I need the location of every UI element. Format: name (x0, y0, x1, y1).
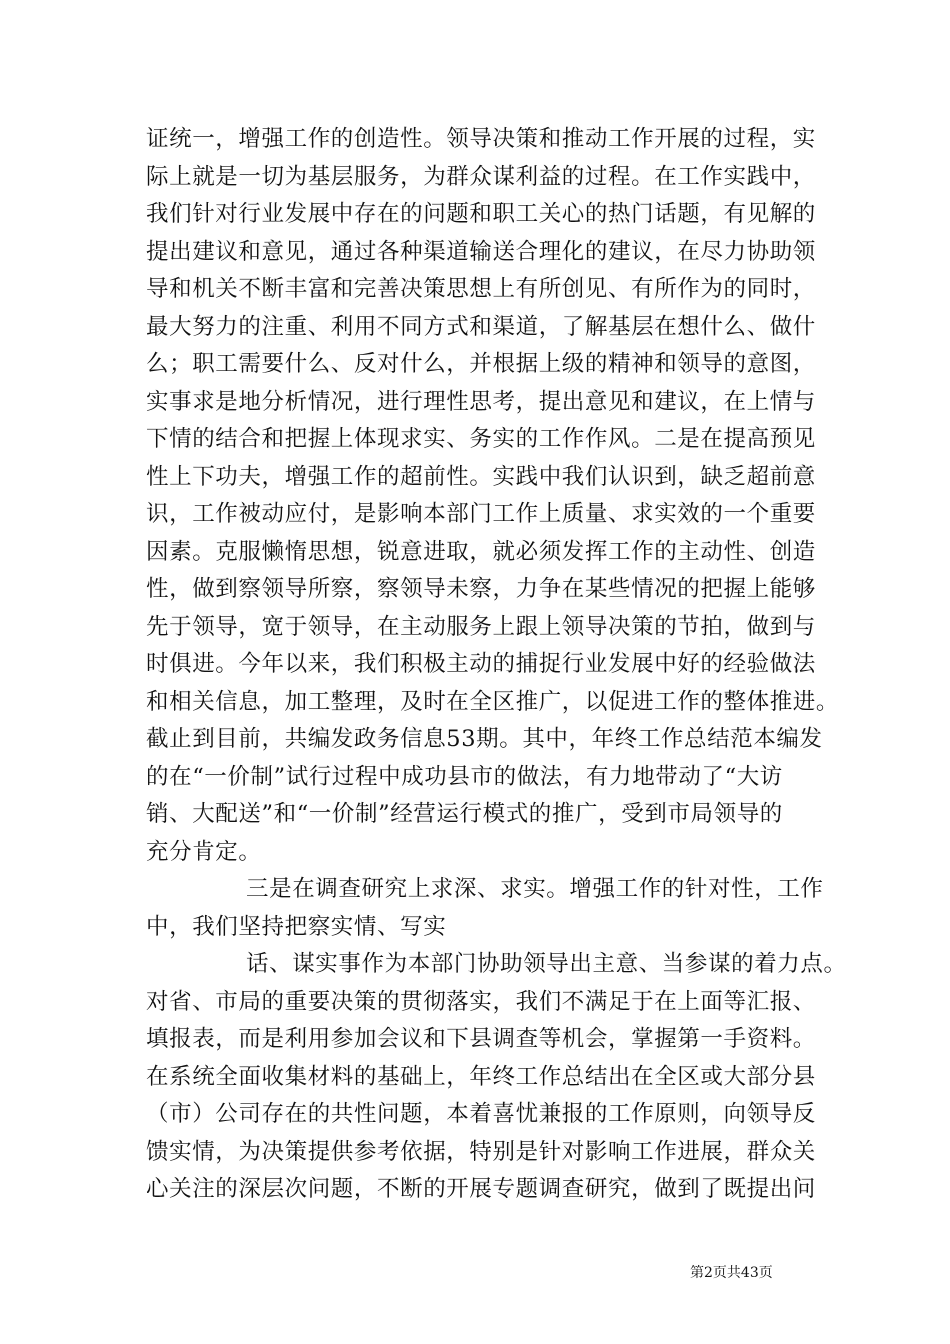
paragraph-start-line: 三是在调查研究上求深、求实。增强工作的针对性，工作 (246, 876, 824, 902)
text-line: 先于领导，宽于领导，在主动服务上跟上领导决策的节拍，做到与 (146, 614, 816, 640)
text-line: 实事求是地分析情况，进行理性思考，提出意见和建议，在上情与 (146, 389, 816, 415)
text-line: 在系统全面收集材料的基础上，年终工作总结出在全区或大部分县 (146, 1064, 816, 1090)
text-line: 际上就是一切为基层服务，为群众谋利益的过程。在工作实践中， (146, 164, 816, 190)
text-line: 证统一，增强工作的创造性。领导决策和推动工作开展的过程，实 (146, 126, 816, 152)
text-line: 下情的结合和把握上体现求实、务实的工作作风。二是在提高预见 (146, 426, 816, 452)
text-line: 填报表，而是利用参加会议和下县调查等机会，掌握第一手资料。 (146, 1026, 816, 1052)
text-line: 我们针对行业发展中存在的问题和职工关心的热门话题，有见解的 (146, 201, 816, 227)
text-line: 对省、市局的重要决策的贯彻落实，我们不满足于在上面等汇报、 (146, 989, 816, 1015)
text-line: 么；职工需要什么、反对什么，并根据上级的精神和领导的意图， (146, 351, 816, 377)
text-line: 提出建议和意见，通过各种渠道输送合理化的建议，在尽力协助领 (146, 239, 816, 265)
text-line: 销、大配送”和“一价制”经营运行模式的推广，受到市局领导的 (146, 801, 783, 827)
text-line: 截止到目前，共编发政务信息53期。其中，年终工作总结范本编发 (146, 726, 823, 752)
text-line: （市）公司存在的共性问题，本着喜忧兼报的工作原则，向领导反 (146, 1101, 816, 1127)
text-line: 导和机关不断丰富和完善决策思想上有所创见、有所作为的同时， (146, 276, 816, 302)
text-line: 因素。克服懒惰思想，锐意进取，就必须发挥工作的主动性、创造 (146, 539, 816, 565)
text-line: 的在“一价制”试行过程中成功县市的做法，有力地带动了“大访 (146, 764, 783, 790)
text-line: 心关注的深层次问题，不断的开展专题调查研究，做到了既提出问 (146, 1176, 816, 1202)
text-line: 充分肯定。 (146, 839, 262, 865)
text-line: 最大努力的注重、利用不同方式和渠道，了解基层在想什么、做什 (146, 314, 816, 340)
paragraph-start-line: 话、谋实事作为本部门协助领导出主意、当参谋的着力点。 (246, 951, 847, 977)
text-line: 馈实情，为决策提供参考依据，特别是针对影响工作进展，群众关 (146, 1139, 816, 1165)
text-line: 识，工作被动应付，是影响本部门工作上质量、求实效的一个重要 (146, 501, 816, 527)
text-line: 中，我们坚持把察实情、写实 (146, 914, 447, 940)
page-number-footer: 第2页共43页 (690, 1265, 773, 1281)
text-line: 时俱进。今年以来，我们积极主动的捕捉行业发展中好的经验做法 (146, 651, 816, 677)
text-line: 和相关信息，加工整理，及时在全区推广，以促进工作的整体推进。 (146, 689, 840, 715)
text-line: 性，做到察领导所察，察领导未察，力争在某些情况的把握上能够 (146, 576, 816, 602)
text-line: 性上下功夫，增强工作的超前性。实践中我们认识到，缺乏超前意 (146, 464, 816, 490)
